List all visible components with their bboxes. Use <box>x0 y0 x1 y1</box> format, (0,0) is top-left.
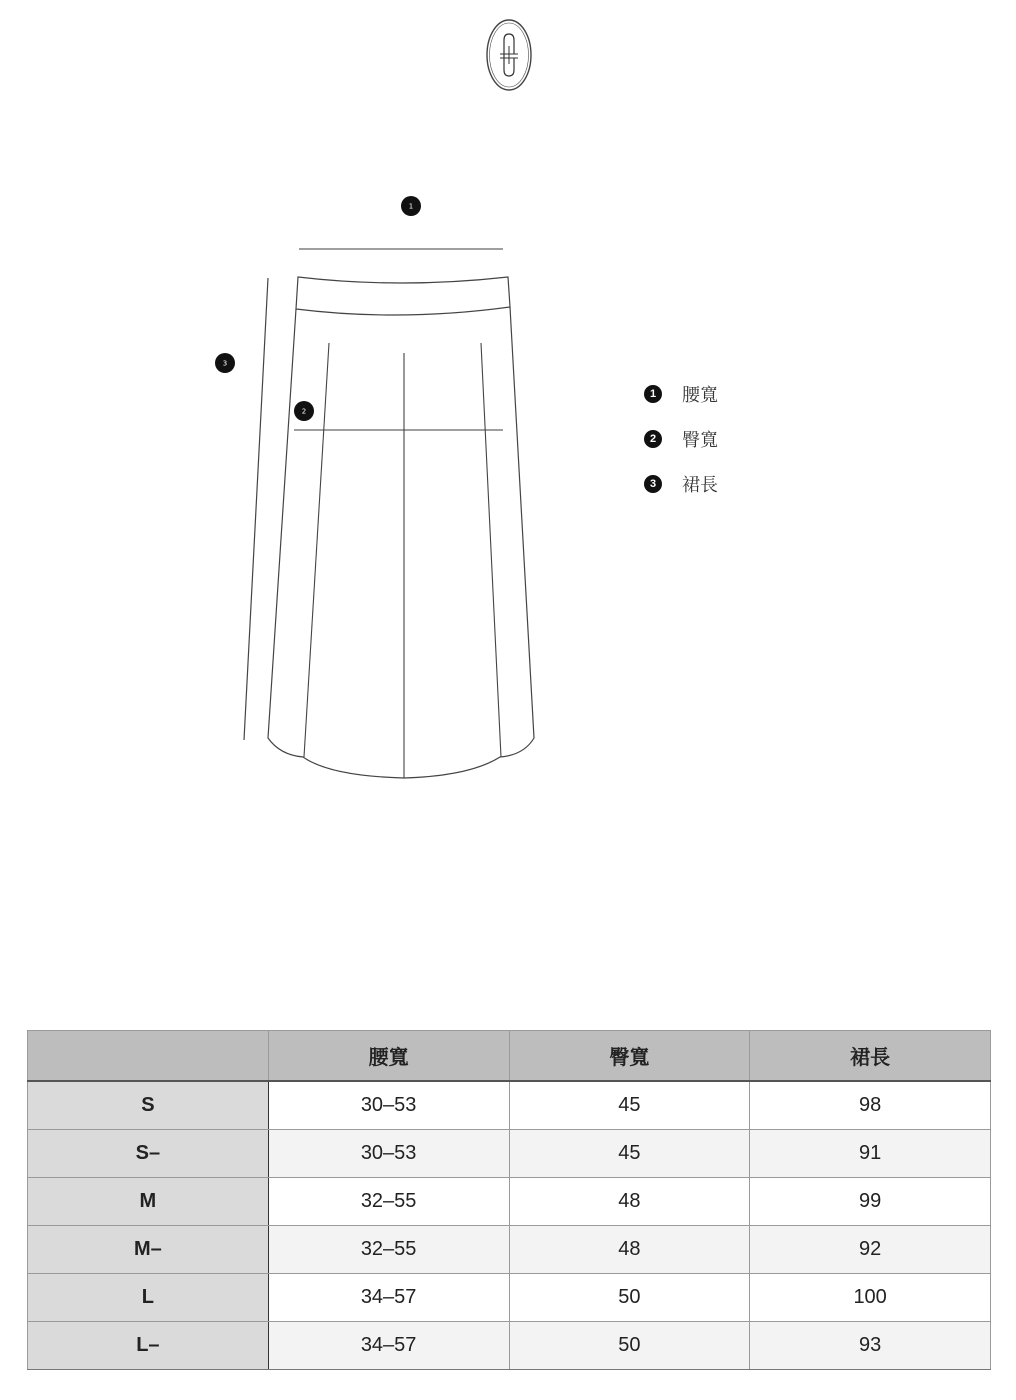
table-row <box>28 1081 991 1130</box>
legend-item-waist <box>644 378 718 423</box>
marker-3-label: 3 <box>222 359 228 368</box>
table-row <box>28 1130 991 1178</box>
table-row <box>28 1178 991 1226</box>
waist-cell: 30–53 <box>268 1081 509 1130</box>
header-waist: 腰寬 <box>268 1031 509 1082</box>
size-cell: L <box>28 1274 269 1322</box>
hip-cell: 50 <box>509 1322 750 1370</box>
table-row <box>28 1274 991 1322</box>
header-hip: 臀寬 <box>509 1031 750 1082</box>
waist-cell: 30–53 <box>268 1130 509 1178</box>
length-cell: 92 <box>750 1226 991 1274</box>
skirt-pleat-line <box>481 343 501 757</box>
waist-cell: 32–55 <box>268 1178 509 1226</box>
length-measure-line <box>244 278 268 740</box>
header-length: 裙長 <box>750 1031 991 1082</box>
length-cell: 93 <box>750 1322 991 1370</box>
marker-1 <box>401 196 421 216</box>
legend-item-hip <box>644 423 718 468</box>
skirt-waistband <box>296 277 510 315</box>
waist-cell: 32–55 <box>268 1226 509 1274</box>
size-chart-table <box>27 1030 991 1370</box>
hip-cell: 45 <box>509 1081 750 1130</box>
hip-cell: 48 <box>509 1178 750 1226</box>
size-cell: S– <box>28 1130 269 1178</box>
hip-cell: 50 <box>509 1274 750 1322</box>
measurement-legend <box>644 378 718 513</box>
header-size <box>28 1031 269 1082</box>
legend-number: 1 <box>644 385 662 403</box>
legend-label: 裙長 <box>682 474 718 496</box>
waist-cell: 34–57 <box>268 1274 509 1322</box>
length-cell: 91 <box>750 1130 991 1178</box>
skirt-body <box>268 307 534 778</box>
table-row <box>28 1322 991 1370</box>
marker-2 <box>294 401 314 421</box>
waist-cell: 34–57 <box>268 1322 509 1370</box>
legend-number: 2 <box>644 430 662 448</box>
length-cell: 99 <box>750 1178 991 1226</box>
legend-label: 臀寬 <box>682 429 718 451</box>
size-cell: M– <box>28 1226 269 1274</box>
table-row <box>28 1226 991 1274</box>
length-cell: 98 <box>750 1081 991 1130</box>
size-cell: L– <box>28 1322 269 1370</box>
legend-number: 3 <box>644 475 662 493</box>
hip-cell: 45 <box>509 1130 750 1178</box>
size-cell: M <box>28 1178 269 1226</box>
legend-item-length <box>644 468 718 513</box>
table-header-row <box>28 1031 991 1082</box>
length-cell: 100 <box>750 1274 991 1322</box>
marker-1-label: 1 <box>408 202 414 211</box>
hip-cell: 48 <box>509 1226 750 1274</box>
legend-label: 腰寬 <box>682 384 718 406</box>
marker-2-label: 2 <box>301 407 307 416</box>
marker-3 <box>215 353 235 373</box>
size-cell: S <box>28 1081 269 1130</box>
